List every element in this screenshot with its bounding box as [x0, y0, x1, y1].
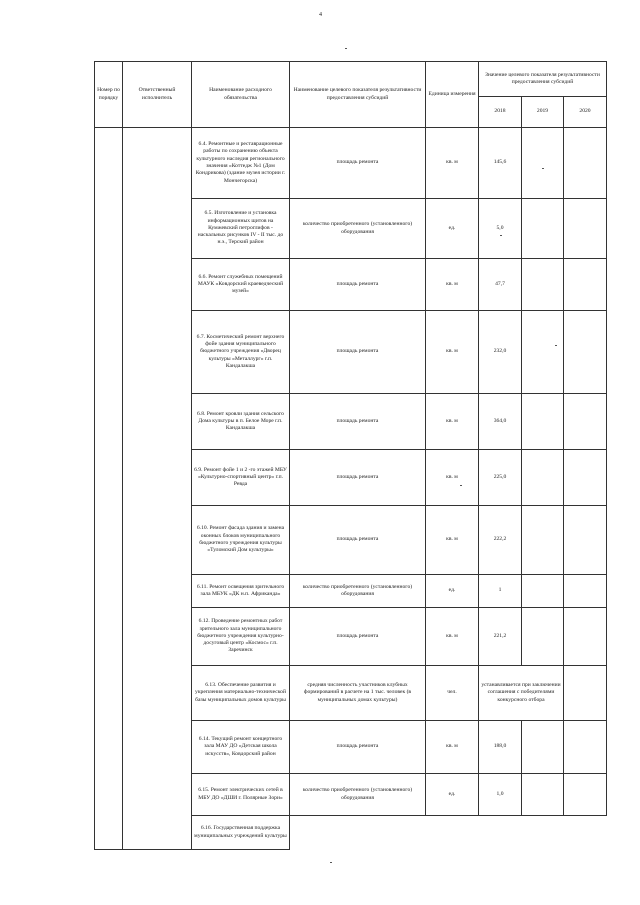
unit-cell: ед.	[426, 575, 479, 608]
note-cell: устанавливается при заключении соглашения с победителями конкурсного отбора	[479, 666, 564, 721]
value-2020-cell	[564, 394, 607, 450]
value-2019-cell	[522, 259, 564, 311]
value-2018-cell: 145,6	[479, 128, 522, 199]
value-2018-cell: 221,2	[479, 608, 522, 666]
indicator-cell	[290, 816, 426, 850]
value-2018-cell: 5,0	[479, 199, 522, 259]
obligation-cell: 6.7. Косметический ремонт верхнего фойе здания муниципального бюджетного учреждения «Дворец культуры «Металлург» г.п. Кандалакша	[192, 311, 290, 394]
page-number: 4	[319, 12, 322, 18]
value-2018-cell: 47,7	[479, 259, 522, 311]
value-2019-cell	[522, 311, 564, 394]
value-2018-cell	[479, 816, 522, 850]
unit-cell	[426, 816, 479, 850]
value-2019-cell	[522, 774, 564, 816]
value-2018-cell: 232,0	[479, 311, 522, 394]
value-2019-cell	[522, 199, 564, 259]
header-values: Значение целевого показателя результативности предоставления субсидий	[479, 62, 607, 97]
scan-speck	[542, 168, 544, 169]
value-2020-cell	[564, 608, 607, 666]
scan-speck	[500, 235, 502, 236]
value-2018-cell: 225,0	[479, 450, 522, 506]
unit-cell: кв. м	[426, 608, 479, 666]
unit-cell: кв. м	[426, 128, 479, 199]
unit-cell: чел.	[426, 666, 479, 721]
value-2020-cell	[564, 666, 607, 721]
indicator-cell: площадь ремонта	[290, 608, 426, 666]
value-2018-cell: 1,0	[479, 774, 522, 816]
obligation-cell: 6.6. Ремонт служебных помещений МАУК «Ковдорский краеведческий музей»	[192, 259, 290, 311]
obligation-cell: 6.8. Ремонт кровли здания сельского Дома культуры в п. Белое Море г.п. Кандалакша	[192, 394, 290, 450]
indicator-cell: количество приобретенного (установленного) оборудования	[290, 575, 426, 608]
header-obligation: Наименование расходного обязательства	[192, 62, 290, 128]
unit-cell: кв. м	[426, 394, 479, 450]
value-2019-cell	[522, 394, 564, 450]
subsidy-indicators-table	[94, 61, 607, 850]
header-number: Номер по порядку	[95, 62, 123, 128]
obligation-cell: 6.15. Ремонт электрических сетей в МБУ ДО «ДШИ г. Полярные Зори»	[192, 774, 290, 816]
obligation-cell: 6.9. Ремонт фойе 1 и 2 -го этажей МБУ «Культурно-спортивный центр» г.п. Ревда	[192, 450, 290, 506]
scan-speck	[555, 345, 557, 346]
value-2020-cell	[564, 506, 607, 575]
indicator-cell: количество приобретенного (установленного) оборудования	[290, 774, 426, 816]
value-2020-cell	[564, 450, 607, 506]
indicator-cell: площадь ремонта	[290, 259, 426, 311]
value-2020-cell	[564, 259, 607, 311]
value-2019-cell	[522, 506, 564, 575]
header-year-2020: 2020	[564, 97, 607, 128]
value-2020-cell	[564, 199, 607, 259]
obligation-cell: 6.13. Обеспечение развития и укрепления материально-технической базы муниципальных домов культуры	[192, 666, 290, 721]
value-2019-cell	[522, 816, 564, 850]
value-2019-cell	[522, 450, 564, 506]
scan-speck	[460, 485, 462, 486]
value-2020-cell	[564, 774, 607, 816]
value-2018-cell: 1	[479, 575, 522, 608]
unit-cell: ед.	[426, 774, 479, 816]
unit-cell: кв. м	[426, 506, 479, 575]
obligation-cell: 6.5. Изготовление и установка информационных щитов на Кумжевский петроглифов - наскальных рисунков IV - II тыс. до н.э., Терский район	[192, 199, 290, 259]
obligation-cell: 6.12. Проведение ремонтных работ зрительного зала муниципального бюджетного учреждения культурно-досуговый центр «Космос» г.п. Заречинск	[192, 608, 290, 666]
unit-cell: кв. м	[426, 450, 479, 506]
value-2018-cell: 188,0	[479, 721, 522, 774]
unit-cell: ед.	[426, 199, 479, 259]
indicator-cell: площадь ремонта	[290, 506, 426, 575]
indicator-cell: площадь ремонта	[290, 450, 426, 506]
header-unit: Единица измерения	[426, 62, 479, 128]
header-year-2018: 2018	[479, 97, 522, 128]
indicator-cell: количество приобретенного (установленного) оборудования	[290, 199, 426, 259]
header-indicator: Наименование целевого показателя результативности предоставления субсидий	[290, 62, 426, 128]
indicator-cell: площадь ремонта	[290, 128, 426, 199]
indicator-cell: площадь ремонта	[290, 721, 426, 774]
indicator-cell: средняя численность участников клубных формирований в расчете на 1 тыс. человек (в муниципальных домах культуры)	[290, 666, 426, 721]
value-2019-cell	[522, 721, 564, 774]
obligation-cell: 6.10. Ремонт фасада здания и замена оконных блоков муниципального бюджетного учреждения культуры «Туломский Дом культуры»	[192, 506, 290, 575]
value-2019-cell	[522, 608, 564, 666]
number-cell	[95, 128, 123, 850]
value-2019-cell	[522, 128, 564, 199]
obligation-cell: 6.16. Государственная поддержка муниципальных учреждений культуры	[192, 816, 290, 850]
indicator-cell: площадь ремонта	[290, 311, 426, 394]
value-2020-cell	[564, 128, 607, 199]
scan-speck	[330, 862, 332, 863]
unit-cell: кв. м	[426, 311, 479, 394]
obligation-cell: 6.14. Текущий ремонт концертного зала МАУ ДО «Детская школа искусств», Ковдорский район	[192, 721, 290, 774]
value-2018-cell: 364,0	[479, 394, 522, 450]
value-2020-cell	[564, 311, 607, 394]
header-executor: Ответственный исполнитель	[123, 62, 192, 128]
unit-cell: кв. м	[426, 259, 479, 311]
value-2020-cell	[564, 575, 607, 608]
obligation-cell: 6.4. Ремонтные и реставрационные работы по сохранению объекта культурного наследия регионального значения «Коттедж №1 (Дом Кондрикова) (здание музея истории г. Мончегорска)	[192, 128, 290, 199]
unit-cell: кв. м	[426, 721, 479, 774]
value-2018-cell: 222,2	[479, 506, 522, 575]
table-row	[95, 128, 607, 199]
obligation-cell: 6.11. Ремонт освещения зрительного зала МБУК «ДК н.п. Африканда»	[192, 575, 290, 608]
scan-speck	[345, 48, 347, 49]
value-2020-cell	[564, 721, 607, 774]
indicator-cell: площадь ремонта	[290, 394, 426, 450]
header-year-2019: 2019	[522, 97, 564, 128]
value-2019-cell	[522, 575, 564, 608]
value-2020-cell	[564, 816, 607, 850]
executor-cell	[123, 128, 192, 850]
